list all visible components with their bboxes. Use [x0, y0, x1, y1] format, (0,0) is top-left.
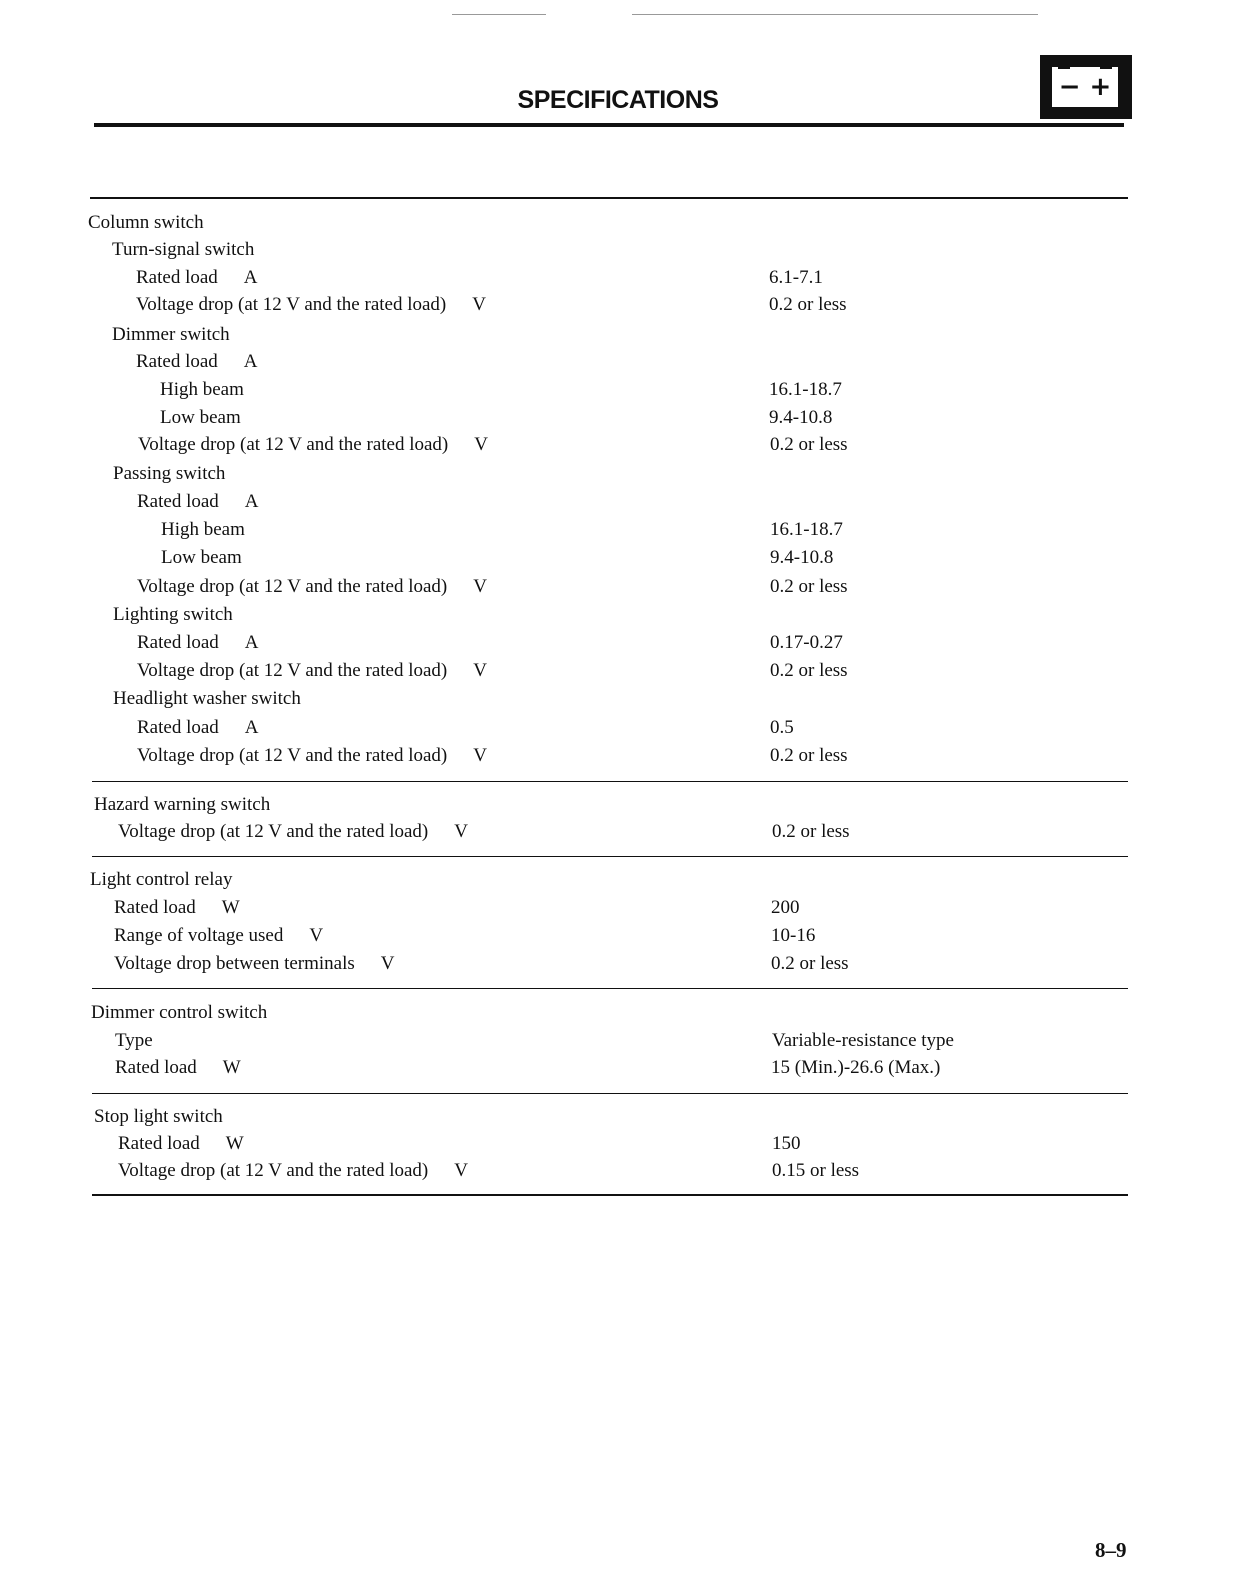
dimmer-rated-load-row: [136, 350, 258, 374]
relay-vdrop-row: [114, 952, 395, 976]
dimmer-control-type-value: Variable-resistance type: [772, 1030, 954, 1051]
page-title: SPECIFICATIONS: [517, 86, 719, 114]
lighting-vdrop-row: [137, 659, 487, 683]
stop-vdrop-unit: V: [454, 1160, 468, 1181]
passing-high-beam-label: High beam: [161, 519, 245, 540]
dimmer-control-rated-load-row: [115, 1056, 241, 1080]
table-top-rule: [90, 197, 1128, 199]
stop-rated-load-label: Rated load: [118, 1133, 200, 1154]
dimmer-vdrop-label: Voltage drop (at 12 V and the rated load): [138, 434, 449, 455]
stop-vdrop-label: Voltage drop (at 12 V and the rated load): [118, 1160, 429, 1181]
washer-rated-load-row: [137, 716, 259, 740]
header-rule: [94, 123, 1124, 127]
dimmer-vdrop-unit: V: [474, 434, 488, 455]
passing-rated-load-row: [137, 490, 259, 514]
page-number: 8–9: [1095, 1538, 1127, 1562]
column-switch-title: Column switch: [88, 212, 204, 233]
dimmer-switch-label: Dimmer switch: [112, 324, 230, 345]
stop-vdrop-value: 0.15 or less: [772, 1160, 860, 1181]
washer-vdrop-unit: V: [473, 745, 487, 766]
lighting-rated-load-unit: A: [244, 632, 259, 653]
turn-vdrop-value: 0.2 or less: [769, 294, 847, 315]
hazard-vdrop-value: 0.2 or less: [772, 821, 850, 842]
hazard-title: Hazard warning switch: [94, 794, 271, 815]
battery-symbol: − +: [1058, 72, 1112, 102]
lighting-vdrop-label: Voltage drop (at 12 V and the rated load): [137, 660, 448, 681]
section-divider-1: [92, 781, 1128, 782]
relay-range-row: [114, 924, 323, 948]
washer-switch-label: Headlight washer switch: [113, 688, 301, 709]
passing-high-beam-value: 16.1-18.7: [770, 519, 843, 540]
hazard-vdrop-unit: V: [454, 821, 468, 842]
turn-signal-label: Turn-signal switch: [112, 239, 255, 260]
relay-range-unit: V: [309, 925, 324, 946]
washer-rated-load-unit: A: [244, 717, 259, 738]
turn-rated-load-value: 6.1-7.1: [769, 267, 823, 288]
hazard-vdrop-label: Voltage drop (at 12 V and the rated load): [118, 821, 429, 842]
dimmer-control-title: Dimmer control switch: [91, 1002, 268, 1023]
washer-rated-load-label: Rated load: [137, 717, 219, 738]
washer-vdrop-value: 0.2 or less: [770, 745, 848, 766]
stop-title: Stop light switch: [94, 1106, 223, 1127]
passing-rated-load-label: Rated load: [137, 491, 219, 512]
passing-rated-load-unit: A: [244, 491, 259, 512]
washer-vdrop-label: Voltage drop (at 12 V and the rated load): [137, 745, 448, 766]
stop-vdrop-row: [118, 1159, 468, 1183]
turn-rated-load-label: Rated load: [136, 267, 218, 288]
relay-title: Light control relay: [90, 869, 233, 890]
relay-rated-load-label: Rated load: [114, 897, 196, 918]
dimmer-control-rated-load-value: 15 (Min.)-26.6 (Max.): [771, 1057, 941, 1078]
passing-low-beam-value: 9.4-10.8: [770, 547, 834, 568]
dimmer-rated-load-unit: A: [243, 351, 258, 372]
turn-vdrop-row: [136, 293, 486, 317]
section-divider-3: [92, 988, 1128, 989]
passing-low-beam-label: Low beam: [161, 547, 242, 568]
relay-vdrop-label: Voltage drop between terminals: [114, 953, 355, 974]
passing-vdrop-label: Voltage drop (at 12 V and the rated load): [137, 576, 448, 597]
dimmer-control-rated-load-label: Rated load: [115, 1057, 197, 1078]
section-divider-2: [92, 856, 1128, 857]
top-faint-rule-left: [452, 14, 546, 15]
passing-switch-label: Passing switch: [113, 463, 226, 484]
turn-vdrop-label: Voltage drop (at 12 V and the rated load): [136, 294, 447, 315]
hazard-vdrop-row: [118, 820, 468, 844]
washer-rated-load-value: 0.5: [770, 717, 794, 738]
relay-range-label: Range of voltage used: [114, 925, 284, 946]
passing-vdrop-row: [137, 575, 487, 599]
relay-rated-load-value: 200: [771, 897, 800, 918]
dimmer-vdrop-row: [138, 433, 488, 457]
dimmer-rated-load-label: Rated load: [136, 351, 218, 372]
turn-vdrop-unit: V: [472, 294, 486, 315]
relay-vdrop-value: 0.2 or less: [771, 953, 849, 974]
lighting-rated-load-label: Rated load: [137, 632, 219, 653]
dimmer-control-rated-load-unit: W: [222, 1057, 241, 1078]
passing-vdrop-unit: V: [473, 576, 487, 597]
dimmer-high-beam-label: High beam: [160, 379, 244, 400]
dimmer-control-type-label: Type: [115, 1030, 153, 1051]
relay-rated-load-unit: W: [221, 897, 240, 918]
relay-vdrop-unit: V: [380, 953, 395, 974]
lighting-rated-load-row: [137, 631, 259, 655]
lighting-rated-load-value: 0.17-0.27: [770, 632, 843, 653]
dimmer-low-beam-label: Low beam: [160, 407, 241, 428]
battery-icon: [1040, 55, 1132, 119]
relay-rated-load-row: [114, 896, 240, 920]
lighting-vdrop-value: 0.2 or less: [770, 660, 848, 681]
dimmer-high-beam-value: 16.1-18.7: [769, 379, 842, 400]
stop-rated-load-row: [118, 1132, 244, 1156]
top-faint-rule-right: [632, 14, 1038, 15]
turn-rated-load-row: [136, 266, 258, 290]
turn-rated-load-unit: A: [243, 267, 258, 288]
dimmer-low-beam-value: 9.4-10.8: [769, 407, 833, 428]
washer-vdrop-row: [137, 744, 487, 768]
lighting-vdrop-unit: V: [473, 660, 487, 681]
dimmer-vdrop-value: 0.2 or less: [770, 434, 848, 455]
lighting-switch-label: Lighting switch: [113, 604, 233, 625]
section-divider-4: [92, 1093, 1128, 1094]
relay-range-value: 10-16: [771, 925, 816, 946]
table-bottom-rule: [92, 1194, 1128, 1196]
stop-rated-load-value: 150: [772, 1133, 801, 1154]
passing-vdrop-value: 0.2 or less: [770, 576, 848, 597]
stop-rated-load-unit: W: [225, 1133, 244, 1154]
